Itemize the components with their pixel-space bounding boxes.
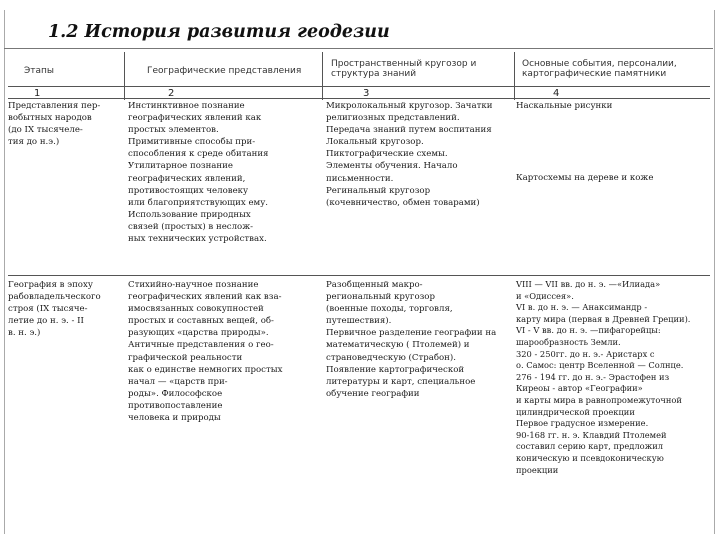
header-representations: Географические представления <box>147 66 302 76</box>
column-number-2: 2 <box>168 88 175 99</box>
header-bottom-rule <box>8 98 710 99</box>
row1-events-top-cell: Наскальные рисунки <box>516 101 613 111</box>
row1-stage-cell: Представления пер- вобытных народов (до IX тысячеле- тия до н.э.) <box>8 101 101 148</box>
row2-representations-cell: Стихийно-научное познание географических явлений как вза- имосвязанных совокупностей простых и составных вещей, об- разующих «царства природы». Античные представления о гео- графической реальности как о единстве немногих простых начал — «царств при- роды». Философское противопоставление человека и природы <box>128 280 283 424</box>
row2-stage-cell: География в эпоху рабовладельческого строя (IX тысяче- летие до н. э. - II в. н. э.) <box>8 280 101 339</box>
header-events: Основные события, персоналии, картографические памятники <box>522 59 677 79</box>
row1-representations-cell: Инстинктивное познание географических явлений как простых элементов. Примитивные способы при- способления к среде обитания Утилитарное познание географических явлений, противостоящих человеку или благоприятствующих ему. Использование природных связей (простых) в неслож- ных технических устройствах. <box>128 101 269 245</box>
header-divider <box>8 86 710 87</box>
title-rule <box>4 48 713 49</box>
header-stages: Этапы <box>24 66 55 76</box>
column-number-4: 4 <box>553 88 560 99</box>
column-divider-3 <box>514 52 515 100</box>
column-number-1: 1 <box>34 88 41 99</box>
row2-outlook-cell: Разобщенный макро- региональный кругозор (военные походы, торговля, путешествия). Первичное разделение географии на математическую ( Птолемей) и страноведческую (Страбон). Появление картографической литературы и карт, специальное обучение географии <box>326 280 497 399</box>
row-divider <box>8 275 710 276</box>
column-divider-2 <box>322 52 323 100</box>
row1-outlook-cell: Микролокальный кругозор. Зачатки религиозных представлений. Передача знаний путем воспитания Локальный кругозор. Пиктографические схемы. Элементы обучения. Начало письменности. Регинальный кругозор (кочевничество, обмен товарами) <box>326 101 493 208</box>
row1-events-bottom-cell: Картосхемы на дереве и коже <box>516 173 654 183</box>
column-number-3: 3 <box>363 88 370 99</box>
page-title: 1.2 История развития геодезии <box>48 22 390 42</box>
column-divider-1 <box>124 52 125 100</box>
header-outlook: Пространственный кругозор и структура знаний <box>331 59 477 79</box>
row2-events-cell: VIII — VII вв. до н. э. —«Илиада» и «Одиссея». VI в. до н. э. — Анаксимандр - карту мира (первая в Древней Греции). VI - V вв. до н. э. —пифагорейцы: шарообразность Земли. 320 - 250гг. до н. э.- Аристарх с о. Самос: центр Вселенной — Солнце. 276 - 194 гг. до н. э.- Эрастофен из Киреоы - автор «Географии» и карты мира в равнопромежуточной цилиндрической проекции Первое градусное измерение. 90-168 гг. н. э. Клавдий Птолемей составил серию карт, предложил коническую и псевдоконическую проекции <box>516 279 691 475</box>
